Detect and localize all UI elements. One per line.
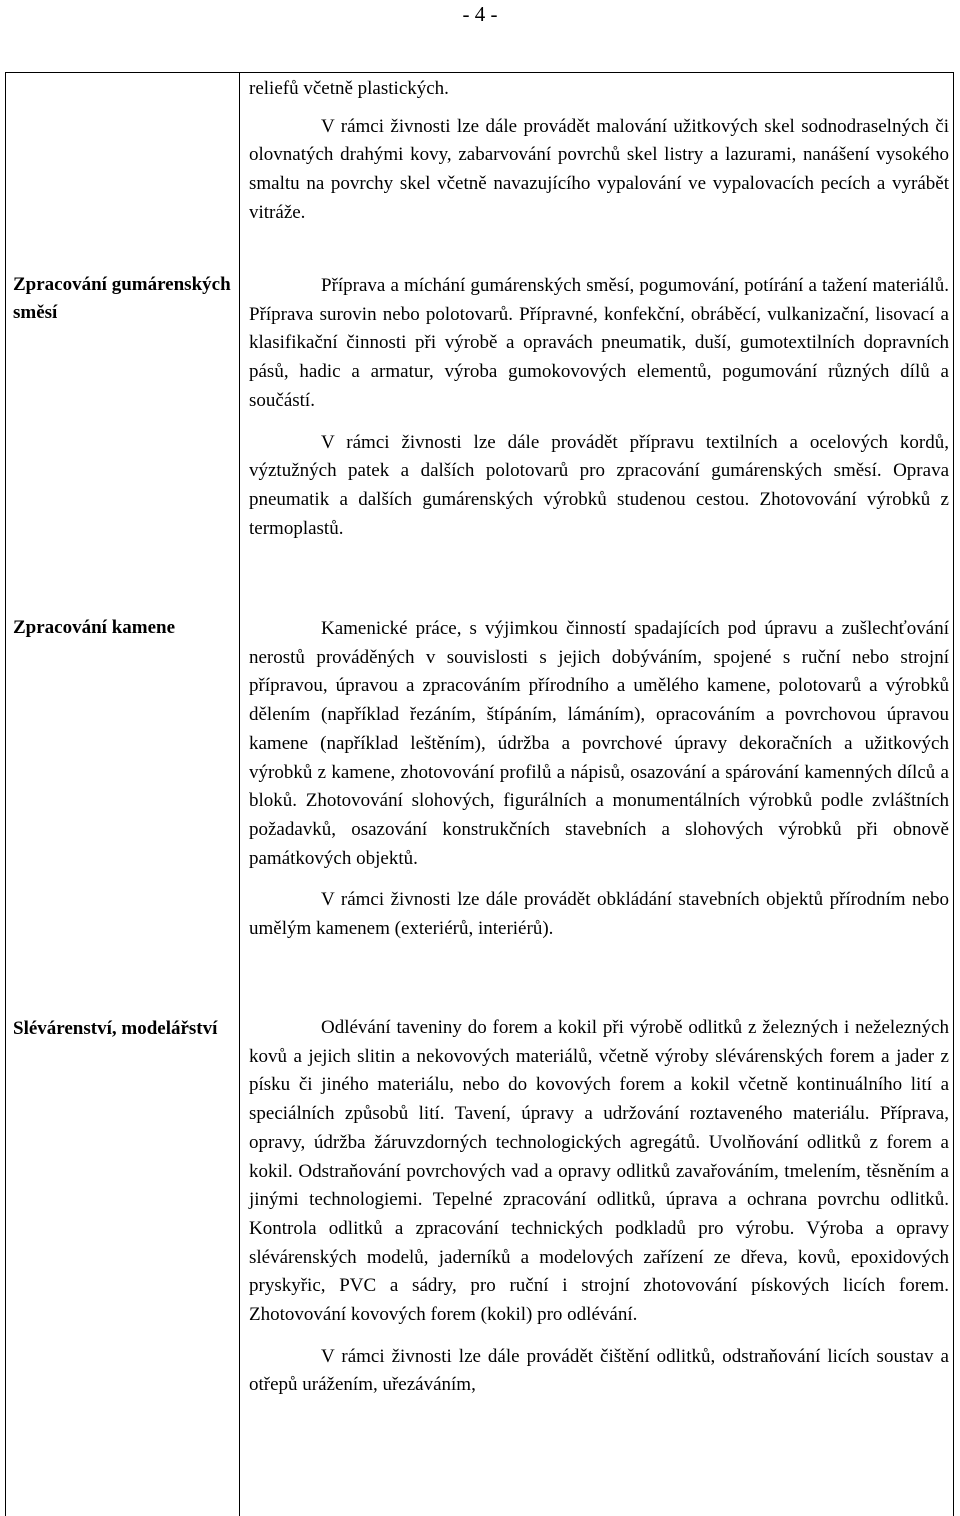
paragraph: V rámci živnosti lze dále provádět čištění odlitků, odstraňování licích soustav a otřepů urážením, uřezáváním, [249, 1345, 949, 1396]
column-divider [239, 73, 240, 1516]
row-stone-description [249, 615, 949, 944]
paragraph: V rámci živnosti lze dále provádět obkládání stavebních objektů přírodním nebo umělým kamenem (exteriérů, interiérů). [249, 889, 949, 940]
paragraph: V rámci živnosti lze dále provádět přípravu textilních a ocelových kordů, výztužných patek a dalších polotovarů pro zpracování gumárenských směsí. Oprava pneumatik a dalších gumárenských výrobků studenou cestou. Zhotovování výrobků z termoplastů. [249, 431, 949, 539]
page-number: - 4 - [462, 2, 498, 26]
paragraph: V rámci živnosti lze dále provádět malování užitkových skel sodnodraselných či olovnatých drahými kovy, zabarvování povrchů skel listry a lazurami, nanášení vysokého smaltu na povrchy skel včetně navazujícího vypalování ve vypalovacích pecích a vyrábět vitráže. [249, 115, 949, 223]
row-foundry-description [249, 1014, 949, 1400]
paragraph: Kamenické práce, s výjimkou činností spadajících pod úpravu a zušlechťování nerostů prováděných v souvislosti s jejich dobýváním, spojené s ruční nebo strojní přípravou, úpravou a zpracováním přírodního a umělého kamene, polotovarů a výrobků dělením (například řezáním, štípáním, lámáním), opracováním a povrchovou úpravou kamene (například leštěním), údržba a povrchové úpravy dekoračních a užitkových výrobků z kamene, zhotovování profilů a nápisů, osazování a spárování kamenných dílců a bloků. Zhotovování slohových, figurálních a monumentálních výrobků podle zvláštních požadavků, osazování konstrukčních stavebních a slohových výrobků při obnově památkových objektů. [249, 618, 949, 869]
row-label-rubber: Zpracování gumárenských směsí [13, 274, 231, 323]
paragraph: Příprava a míchání gumárenských směsí, pogumování, potírání a tažení materiálů. Příprava surovin nebo polotovarů. Přípravné, konfekční, obráběcí, vulkanizační, lisovací a klasifikační činnosti při výrobě a opravách pneumatik, duší, gumotextilních dopravních pásů, hadic a armatur, výroba gumokovových elementů, pogumování různých dílů a součástí. [249, 275, 949, 411]
row-label-stone: Zpracování kamene [13, 617, 176, 638]
row-glass-description [249, 75, 949, 228]
row-label-foundry: Slévárenství, modelářství [13, 1018, 218, 1039]
paragraph: Odlévání taveniny do forem a kokil při výrobě odlitků z železných i neželezných kovů a jejich slitin a nekovových materiálů, včetně výroby slévárenských forem a jader z písku či jiného materiálu, nebo do kovových forem a kokil včetně kontinuálního lití a speciálních způsobů lití. Tavení, úpravy a udržování roztaveného materiálu. Příprava, opravy, údržba žáruvzdorných technologických agregátů. Uvolňování odlitků z forem a kokil. Odstraňování povrchových vad a opravy odlitků zavařováním, tmelením, těsněním a jinými technologiemi. Tepelné zpracování odlitků, úprava a ochrana povrchu odlitků. Kontrola odlitků a zpracování technických podkladů pro výrobu. Výroba a opravy slévárenských modelů, jaderníků a modelových zařízení ze dřeva, kovů, epoxidových pryskyřic, PVC a sádry, pro ruční i strojní zhotovování pískových licích forem. Zhotovování kovových forem (kokil) pro odlévání. [249, 1017, 949, 1326]
trade-table [5, 72, 954, 1516]
paragraph: reliefů včetně plastických. [249, 78, 449, 99]
row-rubber-description [249, 272, 949, 543]
